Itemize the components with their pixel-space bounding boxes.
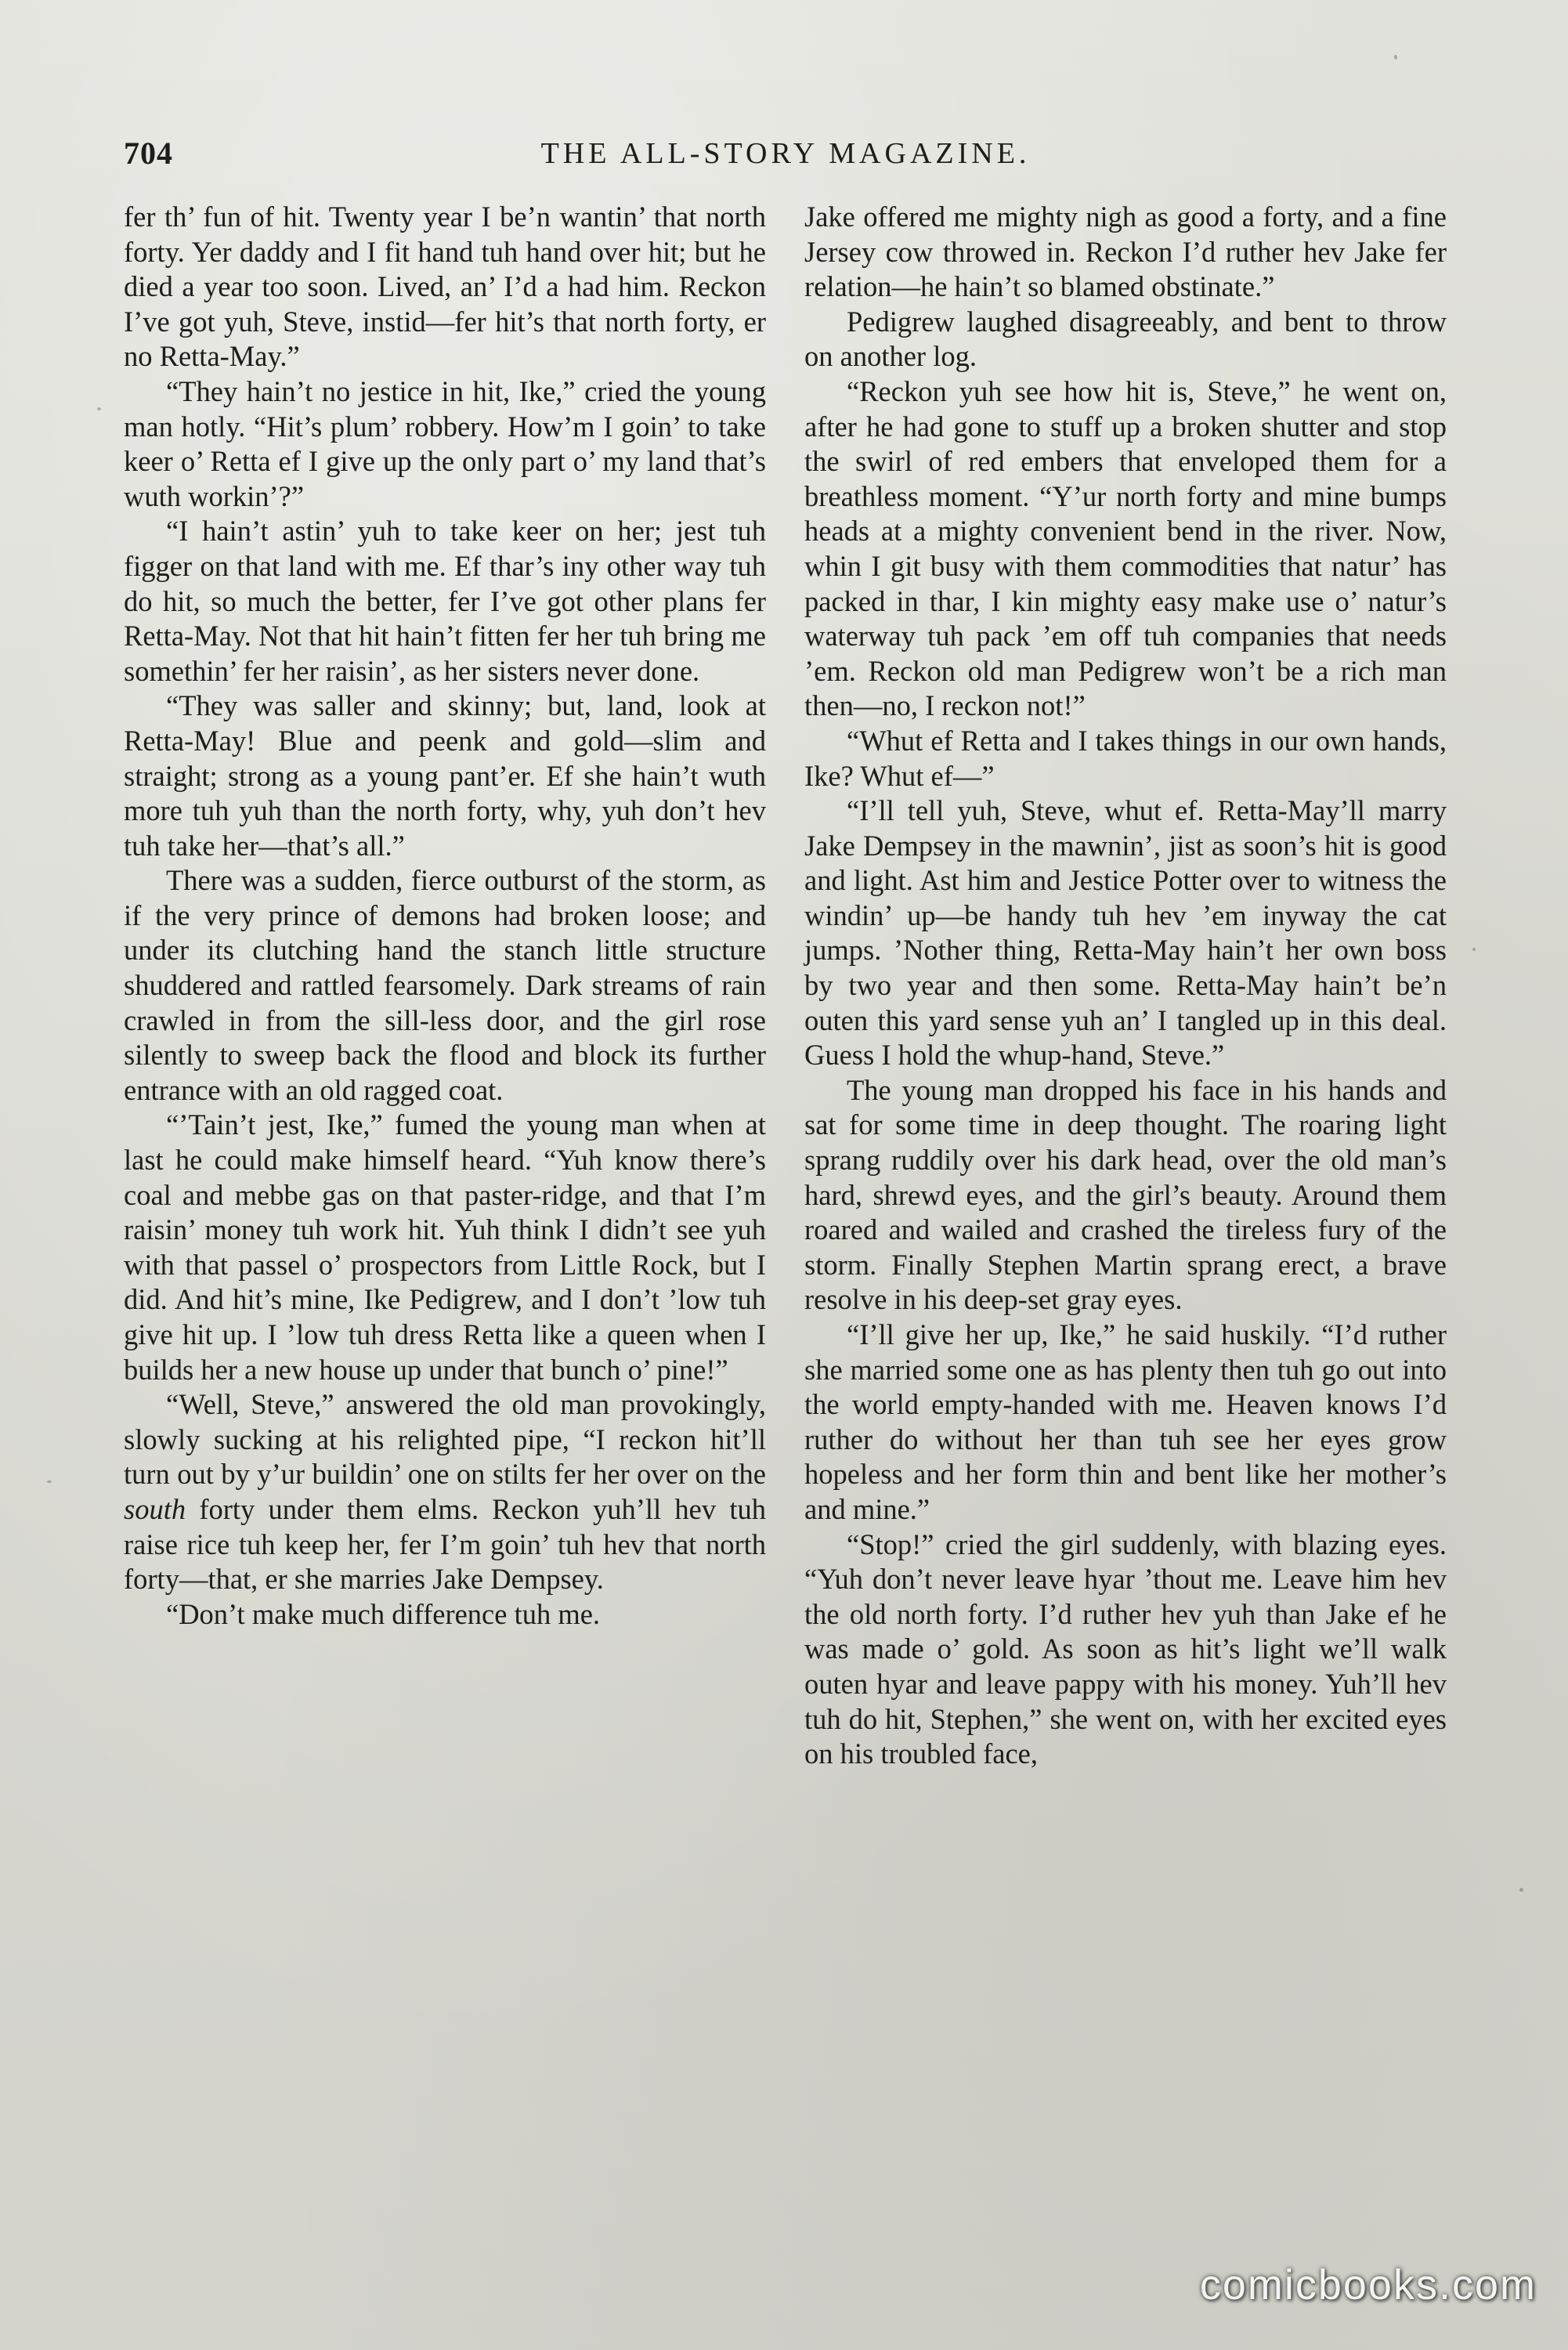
paragraph: “Stop!” cried the girl suddenly, with blazing eyes. “Yuh don’t never leave hyar ’thout me. Leave him hev the old north forty. I’d ruther hev yuh than Jake ef he was made o’ gold. As soon as hit’s light we’ll walk outen hyar and leave pappy with his money. Yuh’ll hev tuh do hit, Stephen,” she went on, with her excited eyes on his troubled face, [804,1528,1447,1770]
running-head: THE ALL-STORY MAGAZINE. [540,137,1031,170]
paragraph: “Don’t make much difference tuh me. [166,1597,601,1630]
paragraph: “Whut ef Retta and I takes things in our own hands, Ike? Whut ef—” [804,724,1447,792]
paper-speck [1394,55,1397,60]
paragraph: “They was saller and skinny; but, land, look at Retta-May! Blue and peenk and gold—slim and straight; strong as a young pant’er. Ef she hain’t wuth more tuh yuh than the north forty, why, yuh don’t hev tuh take her—that’s all.” [124,689,766,862]
paragraph-text: forty under them elms. Reckon yuh’ll hev tuh raise rice tuh keep her, fer I’m goin’ tuh hev that north forty—that, er she marries Jake Dempsey. [124,1492,766,1596]
page-number: 704 [124,136,173,171]
paragraph: “I hain’t astin’ yuh to take keer on her; jest tuh figger on that land with me. Ef thar’s iny other way tuh do hit, so much the better, fer I’ve got other plans fer Retta-May. Not that hit hain’t fitten fer her tuh bring me somethin’ fer her raisin’, as her sisters never done. [124,515,766,687]
paper-speck [1519,1888,1523,1892]
emphasis: south [124,1492,186,1525]
text-column-right [804,200,1447,1772]
text-column-left [124,200,766,1632]
paragraph: “I’ll tell yuh, Steve, whut ef. Retta-May’ll marry Jake Dempsey in the mawnin’, jist as soon’s hit is good and light. Ast him and Jestice Potter over to witness the windin’ up—be handy tuh hev ’em inyway the cat jumps. ’Nother thing, Retta-May hain’t her own boss by two year and then some. Retta-May hain’t be’n outen this yard sense yuh an’ I tangled up in this deal. Guess I hold the whup-hand, Steve.” [804,794,1447,1072]
page-header [124,132,1447,175]
paragraph-text: “Well, Steve,” answered the old man provokingly, slowly sucking at his relighted pipe, “I reckon hit’ll turn out by y’ur buildin’ one on stilts fer her over on the [124,1388,766,1491]
paragraph: The young man dropped his face in his hands and sat for some time in deep thought. The roaring light sprang ruddily over his dark head, over the old man’s hard, shrewd eyes, and the girl’s beauty. Around them roared and wailed and crashed the tireless fury of the storm. Finally Stephen Martin sprang erect, a brave resolve in his deep-set gray eyes. [804,1073,1447,1316]
paragraph: Pedigrew laughed disagreeably, and bent to throw on another log. [804,305,1447,373]
paragraph: fer th’ fun of hit. Twenty year I be’n wantin’ that north forty. Yer daddy and I fit hand tuh hand over hit; but he died a year too soon. Lived, an’ I’d a had him. Reckon I’ve got yuh, Steve, instid—fer hit’s that north forty, er no Retta-May.” [124,201,766,373]
paragraph [124,1387,766,1597]
paragraph: “Reckon yuh see how hit is, Steve,” he went on, after he had gone to stuff up a broken shutter and stop the swirl of red embers that enveloped them for a breathless moment. “Y’ur north forty and mine bumps heads at a mighty convenient bend in the river. Now, whin I git busy with them commodities that natur’ has packed in thar, I kin mighty easy make use o’ natur’s waterway tuh pack ’em off tuh companies that needs ’em. Reckon old man Pedigrew won’t be a rich man then—no, I reckon not!” [804,374,1447,722]
paragraph: “’Tain’t jest, Ike,” fumed the young man when at last he could make himself heard. “Yuh know there’s coal and mebbe gas on that paster-ridge, and that I’m raisin’ money tuh work hit. Yuh think I didn’t see yuh with that passel o’ prospectors from Little Rock, but I did. And hit’s mine, Ike Pedigrew, and I don’t ’low tuh give hit up. I ’low tuh dress Retta like a queen when I builds her a new house up under that bunch o’ pine!” [124,1108,766,1386]
paper-speck [97,407,101,410]
paragraph: “They hain’t no jestice in hit, Ike,” cried the young man hotly. “Hit’s plum’ robbery. How’m I goin’ to take keer o’ Retta ef I give up the only part o’ my land that’s wuth workin’?” [124,374,766,512]
watermark: comicbooks.com [1199,2261,1537,2308]
paper-speck [47,1480,52,1483]
paragraph: There was a sudden, fierce outburst of the storm, as if the very prince of demons had broken loose; and under its clutching hand the stanch little structure shuddered and rattled fearsomely. Dark streams of rain crawled in from the sill-less door, and the girl rose silently to sweep back the flood and block its further entrance with an old ragged coat. [124,864,766,1106]
paragraph: Jake offered me mighty nigh as good a forty, and a fine Jersey cow throwed in. Reckon I’d ruther hev Jake fer relation—he hain’t so blamed obstinate.” [804,201,1447,303]
paper-speck [1472,948,1476,951]
paragraph: “I’ll give her up, Ike,” he said huskily. “I’d ruther she married some one as has plenty then tuh go out into the world empty-handed with me. Heaven knows I’d ruther do without her than tuh see her eyes grow hopeless and her form thin and bent like her mother’s and mine.” [804,1318,1447,1525]
